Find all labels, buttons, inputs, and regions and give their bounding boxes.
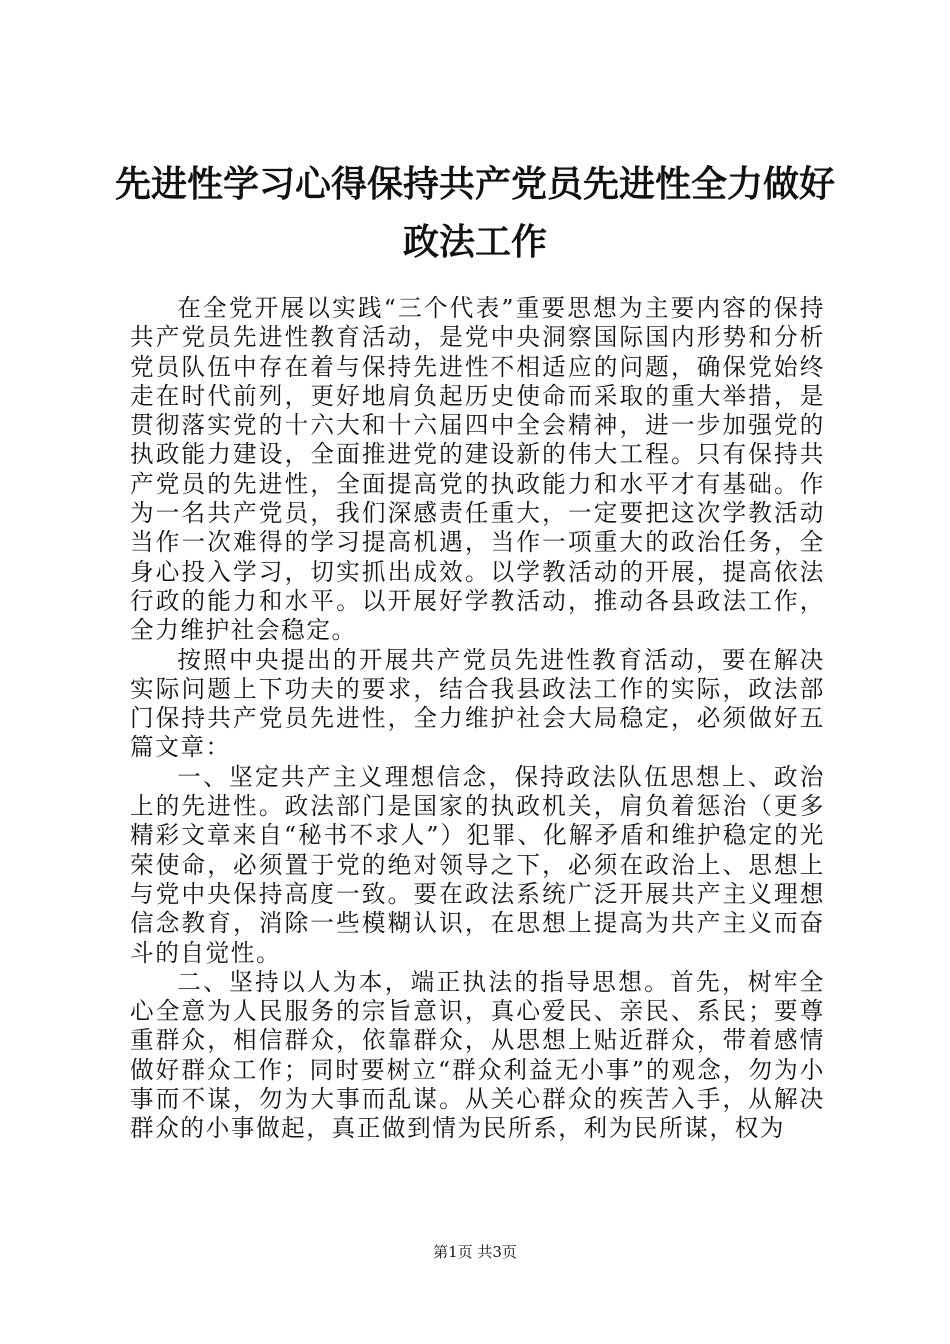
paragraph-3: 一、坚定共产主义理想信念，保持政法队伍思想上、政治上的先进性。政法部门是国家的执政机关，肩负着惩治（更多精彩文章来自“秘书不求人”）犯罪、化解矛盾和维护稳定的光荣使命，必须置于党的绝对领导之下，必须在政治上、思想上与党中央保持高度一致。要在政法系统广泛开展共产主义理想信念教育，消除一些模糊认识，在思想上提高为共产主义而奋斗的自觉性。: [130, 762, 825, 967]
document-title-line-1: 先进性学习心得保持共产党员先进性全力做好: [114, 164, 835, 205]
document-body: [130, 294, 825, 1144]
document-title-line-2: 政法工作: [402, 222, 547, 263]
paragraph-1: 在全党开展以实践“三个代表”重要思想为主要内容的保持共产党员先进性教育活动，是党中央洞察国际国内形势和分析党员队伍中存在着与保持先进性不相适应的问题，确保党始终走在时代前列，更好地肩负起历史使命而采取的重大举措，是贯彻落实党的十六大和十六届四中全会精神，进一步加强党的执政能力建设，全面推进党的建设新的伟大工程。只有保持共产党员的先进性，全面提高党的执政能力和水平才有基础。作为一名共产党员，我们深感责任重大，一定要把这次学教活动当作一次难得的学习提高机遇，当作一项重大的政治任务，全身心投入学习，切实抓出成效。以学教活动的开展，提高依法行政的能力和水平。以开展好学教活动，推动各县政法工作，全力维护社会稳定。: [130, 294, 825, 645]
page-number-footer: 第1页 共3页: [433, 1243, 517, 1261]
paragraph-4: 二、坚持以人为本，端正执法的指导思想。首先，树牢全心全意为人民服务的宗旨意识，真心爱民、亲民、系民；要尊重群众，相信群众，依靠群众，从思想上贴近群众，带着感情做好群众工作；同时要树立“群众利益无小事”的观念，勿为小事而不谋，勿为大事而乱谋。从关心群众的疾苦入手，从解决群众的小事做起，真正做到情为民所系，利为民所谋，权为: [130, 967, 825, 1143]
paragraph-2: 按照中央提出的开展共产党员先进性教育活动，要在解决实际问题上下功夫的要求，结合我县政法工作的实际，政法部门保持共产党员先进性，全力维护社会大局稳定，必须做好五篇文章：: [130, 645, 825, 762]
